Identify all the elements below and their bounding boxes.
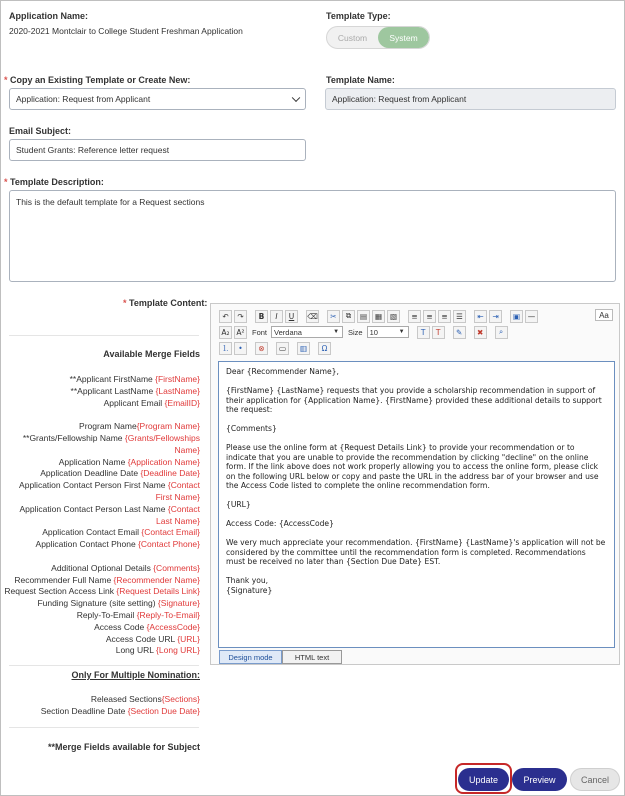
chevron-down-icon: ▼	[398, 329, 405, 335]
toolbar-row-1	[219, 309, 538, 323]
merge-field-token: {Long URL}	[156, 645, 200, 656]
app-name-value: 2020-2021 Montclair to College Student Freshman Application	[9, 26, 243, 36]
merge-field-line	[51, 563, 200, 574]
ordered-list-icon[interactable]: ⒈	[219, 342, 232, 355]
merge-field-line	[174, 445, 200, 456]
merge-field-token: {FirstName}	[155, 374, 200, 384]
merge-field-token: {Grants/Fellowships	[124, 433, 200, 443]
merge-field-token: Name}	[174, 444, 200, 455]
merge-field-label: **Applicant LastName	[70, 385, 156, 396]
merge-field-line	[156, 516, 200, 527]
merge-field-line	[77, 610, 200, 621]
merge-field-token: {Program Name}	[136, 421, 200, 432]
merge-field-line	[104, 398, 200, 409]
redo-icon[interactable]: ↷	[234, 310, 247, 323]
merge-field-token: {Deadline Date}	[140, 468, 200, 479]
undo-icon[interactable]: ↶	[219, 310, 232, 323]
editor-paragraph: {FirstName} {LastName} requests that you provide a scholarship recommendation in support of their application for {Application Name}. {FirstName} provided these additional details to support the request:	[226, 386, 602, 414]
merge-field-token: {EmailID}	[164, 397, 200, 408]
merge-field-token: {Sections}	[161, 694, 200, 704]
required-marker: *	[4, 177, 11, 187]
copy-template-label-text: Copy an Existing Template or Create New:	[10, 75, 191, 85]
merge-field-token: {URL}	[177, 633, 200, 644]
remove-format-icon[interactable]: T	[432, 326, 445, 339]
merge-field-token: {Reply-To-Email}	[136, 610, 200, 620]
merge-field-line	[156, 492, 200, 503]
merge-field-line	[42, 527, 200, 538]
toggle-option-custom[interactable]: Custom	[337, 32, 368, 43]
app-name-label: Application Name:	[9, 11, 89, 21]
merge-field-line	[41, 706, 200, 717]
merge-field-label: Application Contact Email	[42, 527, 142, 538]
editor-paragraph: Access Code: {AccessCode}	[226, 519, 334, 528]
font-label: Font	[252, 327, 268, 337]
merge-field-label: Recommender Full Name	[14, 574, 114, 585]
merge-field-label: Application Contact Person Last Name	[19, 503, 168, 514]
merge-field-label: Application Contact Phone	[35, 539, 139, 550]
merge-field-line	[4, 586, 200, 597]
email-subject-value: Student Grants: Reference letter request	[16, 145, 170, 155]
editor-paragraph: {Comments}	[226, 424, 277, 433]
template-name-value: Application: Request from Applicant	[332, 94, 467, 104]
merge-field-token: {Contact	[167, 480, 200, 491]
merge-field-label: Long URL	[115, 645, 157, 656]
merge-field-token: {Contact	[167, 503, 200, 514]
merge-field-label: Program Name	[79, 421, 137, 432]
highlight-icon[interactable]: ✎	[453, 326, 466, 339]
copy-icon[interactable]: ⧉	[342, 310, 355, 323]
horizontal-rule-icon[interactable]: —	[525, 310, 538, 323]
align-justify-icon[interactable]: ☰	[453, 310, 466, 323]
merge-field-token: {Signature}	[157, 598, 200, 609]
merge-field-label: **Grants/Fellowship Name	[22, 433, 125, 443]
divider	[9, 727, 199, 728]
html-text-tab[interactable]: HTML text	[282, 650, 342, 664]
required-marker: *	[123, 298, 130, 308]
merge-field-label: **Applicant FirstName	[69, 374, 156, 384]
merge-field-line	[37, 598, 200, 609]
insert-image-icon[interactable]: ▣	[510, 310, 523, 323]
editor-paragraph: {URL}	[226, 500, 251, 509]
bullet-list-icon[interactable]: •	[234, 342, 247, 355]
merge-field-token: {Recommender Name}	[113, 574, 200, 585]
merge-field-line	[20, 504, 201, 515]
table-icon[interactable]: ▥	[297, 342, 310, 355]
template-content-label	[123, 298, 207, 308]
merge-field-label: Access Code URL	[105, 633, 178, 644]
bold-icon[interactable]: B	[255, 310, 268, 323]
text-color-icon[interactable]: T	[417, 326, 430, 339]
copy-template-selected: Application: Request from Applicant	[16, 94, 151, 104]
template-content-label-text: Template Content:	[129, 298, 208, 308]
merge-field-line	[70, 374, 200, 385]
font-select[interactable]	[271, 326, 343, 338]
subject-merge-note: **Merge Fields available for Subject	[47, 742, 200, 752]
merge-field-token: Last Name}	[156, 515, 200, 526]
merge-field-label: Application Deadline Date	[40, 468, 141, 479]
rich-text-editor	[210, 303, 620, 665]
description-textarea[interactable]	[9, 190, 616, 282]
cut-icon[interactable]: ✂	[327, 310, 340, 323]
merge-field-label: Released Sections	[90, 694, 162, 704]
paste-text-icon[interactable]: ▦	[372, 310, 385, 323]
multiple-nomination-title: Only For Multiple Nomination:	[71, 670, 200, 680]
copy-template-label	[4, 75, 190, 85]
description-label	[4, 177, 104, 187]
template-name-label: Template Name:	[326, 75, 395, 85]
merge-field-line	[36, 539, 200, 550]
toggle-option-system[interactable]: System	[378, 27, 429, 48]
link-icon[interactable]: ⊗	[255, 342, 268, 355]
merge-field-line	[116, 645, 200, 656]
chevron-down-icon	[292, 94, 300, 102]
editor-content-area[interactable]	[218, 361, 615, 648]
email-subject-label: Email Subject:	[9, 126, 72, 136]
font-select-value: Verdana	[274, 327, 302, 337]
merge-field-label: Application Name	[58, 456, 128, 467]
merge-field-line	[40, 468, 200, 479]
merge-field-line	[94, 622, 200, 633]
merge-field-label: Applicant Email	[103, 397, 165, 408]
editor-paragraph: Thank you, {Signature}	[226, 576, 273, 595]
email-subject-input[interactable]	[9, 139, 306, 161]
align-center-icon[interactable]: ≡	[423, 310, 436, 323]
description-label-text: Template Description:	[10, 177, 104, 187]
toolbar-row-2	[219, 325, 508, 339]
description-value: This is the default template for a Request sections	[16, 197, 205, 207]
merge-field-line	[19, 480, 200, 491]
merge-field-line	[91, 694, 200, 705]
copy-template-select[interactable]	[9, 88, 306, 110]
superscript-icon[interactable]: A²	[234, 326, 247, 339]
font-case-button[interactable]: Aa	[595, 309, 613, 321]
preview-button[interactable]: Preview	[512, 768, 567, 791]
find-icon[interactable]: ⌕	[495, 326, 508, 339]
divider	[9, 335, 199, 336]
merge-field-line	[59, 457, 200, 468]
required-marker: *	[4, 75, 11, 85]
merge-field-label: Section Deadline Date	[40, 705, 128, 716]
editor-paragraph: Please use the online form at {Request Details Link} to provide your recommendation or to indicate that you are unable to provide the recommendation by clicking "decline" on the online form. If the link above does not work properly allowing you to access the online form, please click on the following URL below or copy and paste the URL in the address bar of your browser and use the Access Code listed to complete the online recommendation form.	[226, 443, 599, 490]
merge-field-label: Request Section Access Link	[4, 586, 117, 597]
align-left-icon[interactable]: ≡	[408, 310, 421, 323]
merge-field-token: First Name}	[155, 492, 200, 502]
paste-icon[interactable]: ▤	[357, 310, 370, 323]
merge-field-label: Additional Optional Details	[51, 562, 154, 573]
toolbar-row-3	[219, 341, 331, 355]
size-select[interactable]	[367, 326, 409, 338]
underline-icon[interactable]: U	[285, 310, 298, 323]
merge-field-line	[23, 433, 200, 444]
chevron-down-icon: ▼	[333, 329, 340, 335]
merge-field-label: Funding Signature (site setting)	[37, 598, 158, 609]
size-label: Size	[348, 327, 363, 337]
eraser-icon[interactable]: ⌫	[307, 311, 318, 321]
merge-field-token: {LastName}	[155, 385, 200, 396]
image-icon[interactable]: ▭	[276, 342, 289, 355]
special-char-icon[interactable]: Ω	[318, 342, 331, 355]
indent-icon[interactable]: ⇥	[489, 310, 502, 323]
size-select-value: 10	[369, 327, 378, 337]
outdent-icon[interactable]: ⇤	[474, 310, 487, 323]
merge-field-token: {Request Details Link}	[116, 586, 200, 597]
template-type-label: Template Type:	[326, 11, 391, 21]
merge-field-line	[14, 575, 200, 586]
paste-word-icon[interactable]: ▧	[387, 310, 400, 323]
template-name-field	[325, 88, 616, 110]
subscript-icon[interactable]: A₂	[219, 326, 232, 339]
divider	[9, 665, 199, 666]
editor-paragraph: Dear {Recommender Name},	[226, 367, 339, 376]
merge-field-token: {Contact Phone}	[138, 539, 200, 550]
merge-field-line	[106, 634, 200, 645]
italic-icon[interactable]: I	[270, 310, 283, 323]
merge-field-label: Reply-To-Email	[76, 610, 137, 620]
merge-field-label: Application Contact Person First Name	[19, 480, 168, 491]
merge-fields-title: Available Merge Fields	[103, 349, 200, 359]
delete-icon[interactable]: ✖	[474, 326, 487, 339]
design-mode-tab[interactable]: Design mode	[219, 650, 282, 664]
merge-field-token: {AccessCode}	[146, 621, 200, 632]
align-right-icon[interactable]: ≡	[438, 310, 451, 323]
merge-field-line	[79, 421, 200, 432]
template-type-toggle[interactable]	[326, 26, 430, 49]
merge-field-line	[71, 386, 200, 397]
merge-field-token: {Section Due Date}	[127, 705, 200, 716]
editor-paragraph: We very much appreciate your recommendation. {FirstName} {LastName}'s application will not be considered by the committee until the recommendation form is completed. Recommendations must be received no later than {Section Due Date} EST.	[226, 538, 606, 566]
update-button[interactable]: Update	[458, 768, 509, 791]
merge-field-token: {Application Name}	[127, 456, 200, 467]
cancel-button[interactable]: Cancel	[570, 768, 620, 791]
merge-field-label: Access Code	[94, 621, 147, 632]
merge-field-token: {Contact Email}	[141, 527, 200, 538]
merge-field-token: {Comments}	[153, 562, 200, 573]
